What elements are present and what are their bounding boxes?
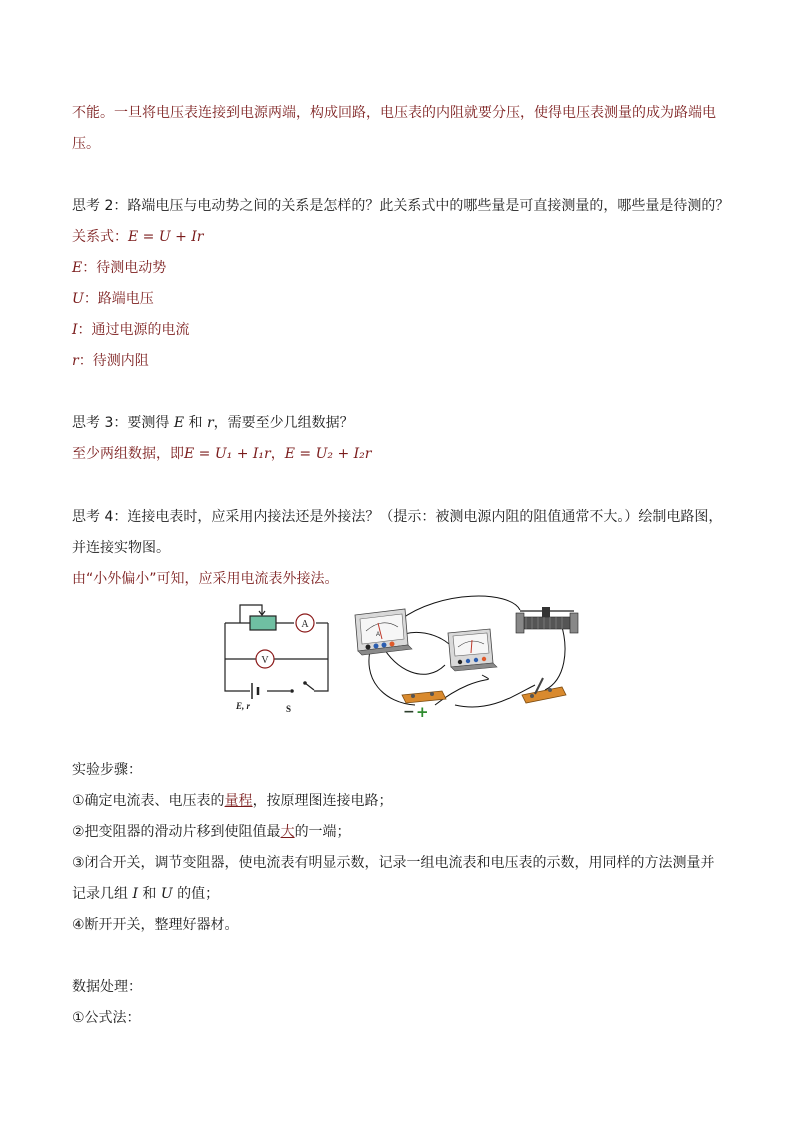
step-emphasis: 量程 xyxy=(224,793,253,809)
step-3-line-1: ③闭合开关，调节变阻器，使电流表有明显示数，记录一组电流表和电压表的示数，用同样的方法测量并 xyxy=(72,855,715,871)
switch-label: S xyxy=(286,704,292,714)
var-symbol: r xyxy=(72,353,79,369)
minus-sign: − xyxy=(403,704,415,720)
symbol-u: U xyxy=(160,886,173,902)
voltmeter-device xyxy=(448,629,497,671)
meter-label: A xyxy=(376,632,381,638)
ammeter-device xyxy=(355,609,412,655)
data-processing-title: 数据处理： xyxy=(72,979,142,995)
step-text: ，按原理图连接电路； xyxy=(252,793,393,809)
question-2: 思考 2：路端电压与电动势之间的关系是怎样的？此关系式中的哪些量是可直接测量的，哪些量是待测的？ xyxy=(72,198,730,214)
answer-3-sep: ， xyxy=(270,446,285,462)
question-4-line-2: 并连接实物图。 xyxy=(72,540,170,556)
var-desc: ：路端电压 xyxy=(83,291,154,307)
source-label: E, r xyxy=(236,701,251,711)
q3-text: ，需要至少几组数据？ xyxy=(213,415,354,431)
ammeter-label: A xyxy=(301,619,309,630)
var-symbol: I xyxy=(72,322,78,338)
q3-text: 思考 3：要测得 xyxy=(72,415,174,431)
step-4: ④断开开关，整理好器材。 xyxy=(72,917,239,933)
switch-device xyxy=(522,678,566,703)
question-3 xyxy=(72,413,354,433)
answer-3-text: 至少两组数据，即 xyxy=(72,446,184,462)
q3-symbol-e: E xyxy=(173,415,185,431)
answer-1-line-1: 不能。一旦将电压表连接到电源两端，构成回路，电压表的内阻就要分压，使得电压表测量的成为路端电 xyxy=(72,105,716,121)
switch-contact xyxy=(303,681,307,685)
var-desc: ：待测内阻 xyxy=(78,353,149,369)
circuit-figure xyxy=(210,595,590,720)
q3-text: 和 xyxy=(184,415,207,431)
var-item-i xyxy=(72,320,190,340)
step-text: 的一端； xyxy=(294,824,351,840)
steps-title: 实验步骤： xyxy=(72,762,142,778)
answer-4: 由“小外偏小”可知，应采用电流表外接法。 xyxy=(72,571,339,587)
q3-symbol-r: r xyxy=(206,415,214,431)
formula-method: ①公式法： xyxy=(72,1010,141,1026)
rheostat-symbol xyxy=(250,616,276,630)
step-text: 的值； xyxy=(172,886,220,902)
equation-1: E = U₁ + I₁r xyxy=(184,446,271,462)
step-text: 和 xyxy=(137,886,161,902)
question-4-line-1: 思考 4：连接电表时，应采用内接法还是外接法？（提示：被测电源内阻的阻值通常不大。）绘制电路图， xyxy=(72,509,723,525)
step-emphasis: 大 xyxy=(280,824,295,840)
var-desc: ：通过电源的电流 xyxy=(77,322,190,338)
formula-line xyxy=(72,227,204,247)
var-symbol: E xyxy=(72,260,83,276)
step-2 xyxy=(72,822,351,842)
plus-sign: + xyxy=(416,703,429,720)
voltmeter-label: V xyxy=(261,655,269,666)
answer-1-line-2: 压。 xyxy=(72,136,100,152)
step-3-line-2 xyxy=(72,884,219,904)
symbol-i: I xyxy=(132,886,138,902)
formula: E = U + Ir xyxy=(128,229,204,245)
answer-3 xyxy=(72,444,371,464)
step-text: 记录几组 xyxy=(72,886,133,902)
var-desc: ：待测电动势 xyxy=(82,260,167,276)
formula-label: 关系式： xyxy=(72,229,128,245)
step-text: ①确定电流表、电压表的 xyxy=(72,793,225,809)
equation-2: E = U₂ + I₂r xyxy=(284,446,372,462)
var-symbol: U xyxy=(72,291,84,307)
var-item-r xyxy=(72,351,149,371)
rheostat-device xyxy=(516,607,578,633)
switch-contact xyxy=(290,689,294,693)
step-text: ②把变阻器的滑动片移到使阻值最 xyxy=(72,824,281,840)
step-1 xyxy=(72,791,393,811)
var-item-e xyxy=(72,258,166,278)
battery-symbol xyxy=(252,683,258,699)
var-item-u xyxy=(72,289,154,309)
